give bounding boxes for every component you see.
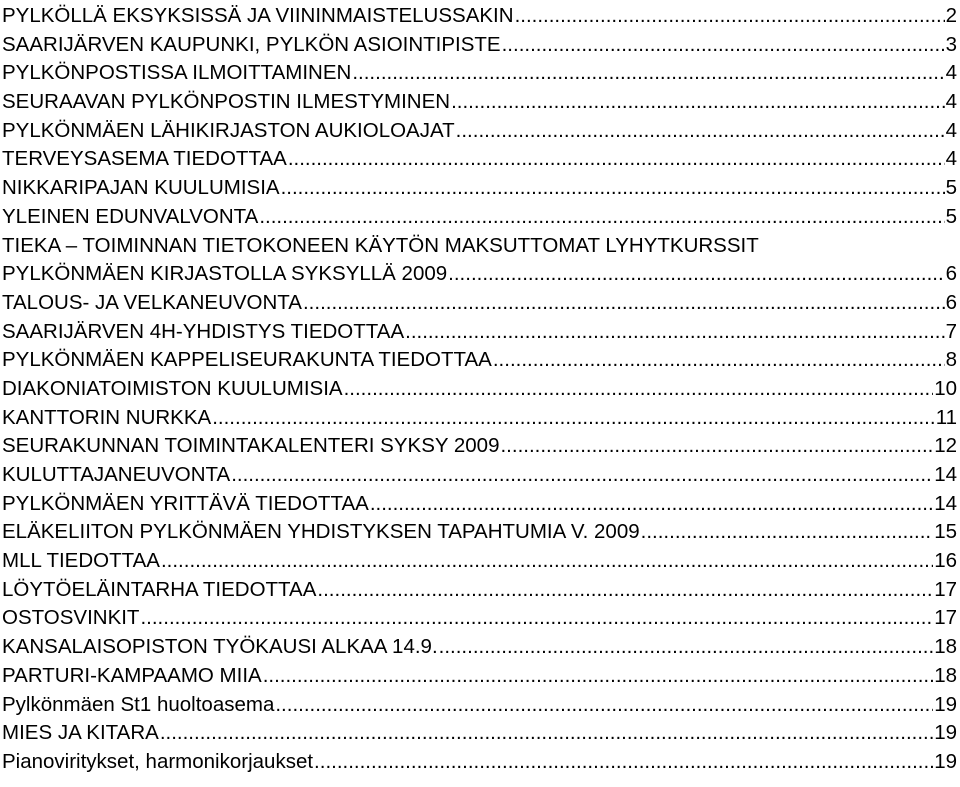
dot-leader [212,404,935,433]
toc-entry-page: 14 [934,491,957,515]
dot-leader [641,518,934,547]
toc-entry[interactable] [2,662,957,691]
toc-entry-title: PYLKÖNMÄEN LÄHIKIRJASTON AUKIOLOAJAT [2,118,455,142]
toc-entry-title: LÖYTÖELÄINTARHA TIEDOTTAA [2,577,317,601]
toc-entry-page: 19 [934,721,957,745]
toc-entry-title: YLEINEN EDUNVALVONTA [2,204,259,228]
toc-entry[interactable] [2,203,957,232]
toc-entry-page: 18 [934,635,957,659]
toc-entry-page: 6 [945,262,957,286]
toc-entry-page: 5 [945,204,957,228]
dot-leader [448,260,944,289]
toc-entry[interactable] [2,547,957,576]
toc-entry-title: KANSALAISOPISTON TYÖKAUSI ALKAA 14.9. [2,635,438,659]
dot-leader [370,490,933,519]
toc-entry-page: 19 [934,692,957,716]
toc-entry-page: 6 [945,290,957,314]
dot-leader [352,59,944,88]
toc-entry-page: 10 [934,376,957,400]
toc-entry-title: SEURAAVAN PYLKÖNPOSTIN ILMESTYMINEN [2,90,451,114]
toc-entry-page: 4 [945,61,957,85]
toc-entry[interactable] [2,289,957,318]
toc-entry-title: Pylkönmäen St1 huoltoasema [2,692,275,716]
toc-entry[interactable] [2,2,957,31]
toc-entry-page: 14 [934,463,957,486]
dot-leader [281,174,945,203]
toc-entry[interactable] [2,31,957,60]
toc-entry-title: TALOUS- JA VELKANEUVONTA [2,290,302,314]
toc-entry-title: MLL TIEDOTTAA [2,549,160,573]
toc-entry-title: PYLKÖNPOSTISSA ILMOITTAMINEN [2,61,352,85]
toc-entry-first-line[interactable] [2,232,957,261]
dot-leader [263,662,933,691]
dot-leader [493,346,945,375]
toc-entry[interactable] [2,518,957,547]
dot-leader [303,289,945,318]
toc-entry[interactable] [2,404,957,433]
toc-entry-title: SAARIJÄRVEN KAUPUNKI, PYLKÖN ASIOINTIPISTE [2,32,501,56]
dot-leader [161,547,933,576]
dot-leader [160,719,933,748]
toc-entry-page: 17 [934,577,957,601]
toc-entry-title: PYLKÖNMÄEN KAPPELISEURAKUNTA TIEDOTTAA [2,348,492,372]
dot-leader [140,604,933,633]
toc-entry[interactable] [2,318,957,347]
toc-entry[interactable] [2,145,957,174]
toc-entry[interactable] [2,576,957,605]
toc-entry[interactable] [2,346,957,375]
toc-entry[interactable] [2,260,957,289]
toc-entry[interactable] [2,719,957,748]
toc-entry-title: PARTURI-KAMPAAMO MIIA [2,663,262,687]
toc-entry-page: 16 [934,549,957,573]
toc-entry-title: SAARIJÄRVEN 4H-YHDISTYS TIEDOTTAA [2,319,405,343]
toc-entry-title: ELÄKELIITON PYLKÖNMÄEN YHDISTYKSEN TAPAHTUMIA V. 2009 [2,520,640,544]
toc-entry-page: 17 [934,606,957,630]
toc-entry-page: 4 [945,90,957,114]
toc-entry-title: PYLKÖLLÄ EKSYKSISSÄ JA VIININMAISTELUSSAKIN [2,4,514,27]
toc-entry[interactable] [2,633,957,662]
toc-entry[interactable] [2,691,957,720]
toc-entry[interactable] [2,117,957,146]
dot-leader [439,633,934,662]
toc-entry-page: 19 [934,749,957,773]
toc-entry-title: TERVEYSASEMA TIEDOTTAA [2,147,287,171]
toc-entry[interactable] [2,88,957,117]
toc-entry-title: MIES JA KITARA [2,721,159,745]
dot-leader [344,375,934,404]
toc-entry-page: 5 [945,176,957,200]
toc-entry[interactable] [2,174,957,203]
toc-entry-title: KULUTTAJANEUVONTA [2,463,231,486]
toc-entry[interactable] [2,432,957,461]
toc-entry-page: 2 [945,4,957,27]
toc-entry[interactable] [2,604,957,633]
toc-entry[interactable] [2,748,957,777]
toc-entry-title: PYLKÖNMÄEN KIRJASTOLLA SYKSYLLÄ 2009 [2,262,448,286]
toc-entry-title-line1: TIEKA – TOIMINNAN TIETOKONEEN KÄYTÖN MAKSUTTOMAT LYHYTKURSSIT [2,233,759,257]
toc-entry[interactable] [2,59,957,88]
toc-entry-page: 4 [945,147,957,171]
toc-entry[interactable] [2,375,957,404]
dot-leader [456,117,945,146]
toc-entry-title: PYLKÖNMÄEN YRITTÄVÄ TIEDOTTAA [2,491,369,515]
toc-entry-page: 4 [945,118,957,142]
toc-entry-page: 11 [935,405,957,429]
dot-leader [231,461,933,490]
table-of-contents [2,2,957,777]
toc-entry-title: OSTOSVINKIT [2,606,140,630]
dot-leader [288,145,945,174]
dot-leader [314,748,933,777]
toc-entry-title: KANTTORIN NURKKA [2,405,212,429]
dot-leader [405,318,944,347]
dot-leader [502,31,945,60]
toc-entry-title: SEURAKUNNAN TOIMINTAKALENTERI SYKSY 2009 [2,434,500,458]
toc-entry-title: NIKKARIPAJAN KUULUMISIA [2,176,280,200]
toc-entry-page: 12 [934,434,957,458]
toc-entry-title: Pianoviritykset, harmonikorjaukset [2,749,314,773]
toc-entry-page: 15 [934,520,957,544]
toc-entry-page: 7 [945,319,957,343]
toc-entry-page: 18 [934,663,957,687]
toc-entry-page: 8 [945,348,957,372]
dot-leader [275,691,933,720]
dot-leader [515,2,945,31]
toc-entry-title: DIAKONIATOIMISTON KUULUMISIA [2,376,343,400]
dot-leader [451,88,945,117]
dot-leader [500,432,933,461]
dot-leader [259,203,944,232]
toc-entry[interactable] [2,461,957,490]
toc-entry-page: 3 [945,32,957,56]
toc-entry[interactable] [2,490,957,519]
dot-leader [317,576,933,605]
